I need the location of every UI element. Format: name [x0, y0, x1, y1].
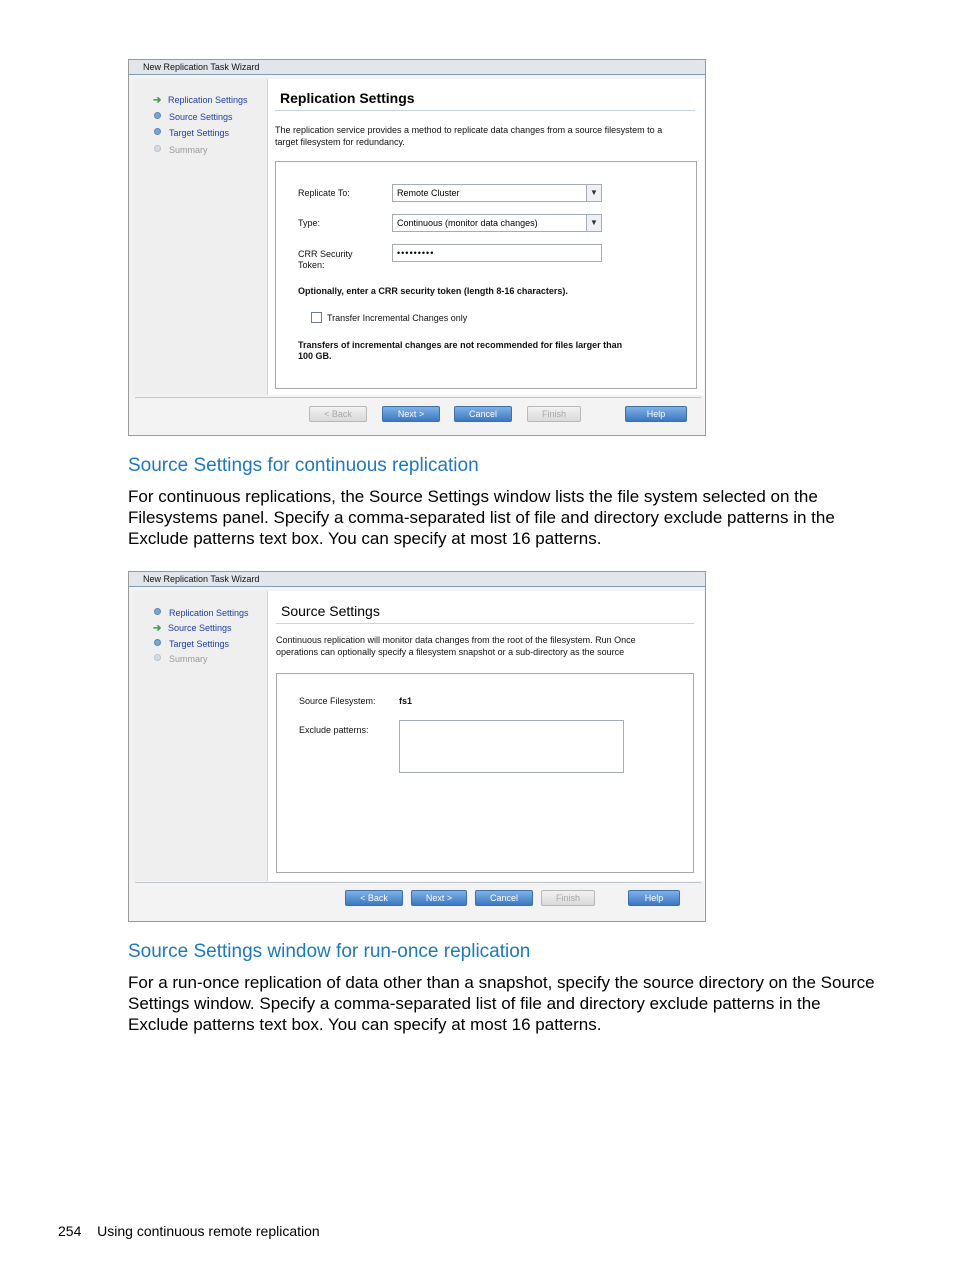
- nav-item-replication-settings[interactable]: ➔ Replication Settings: [153, 95, 248, 106]
- nav-item-target-settings[interactable]: Target Settings: [154, 128, 229, 139]
- window-title: New Replication Task Wizard: [129, 60, 705, 75]
- cancel-button[interactable]: Cancel: [454, 406, 512, 422]
- finish-button[interactable]: Finish: [527, 406, 581, 422]
- exclude-patterns-label: Exclude patterns:: [299, 725, 369, 735]
- exclude-patterns-textarea[interactable]: [399, 720, 624, 773]
- next-button[interactable]: Next >: [382, 406, 440, 422]
- type-select[interactable]: Continuous (monitor data changes) ▼: [392, 214, 602, 232]
- title-divider: [276, 623, 694, 624]
- nav-item-source-settings[interactable]: Source Settings: [154, 112, 233, 123]
- type-label: Type:: [298, 218, 321, 228]
- nav-item-summary: Summary: [154, 145, 208, 156]
- bullet-icon: [154, 112, 161, 119]
- source-filesystem-label: Source Filesystem:: [299, 696, 376, 706]
- bullet-icon: [154, 128, 161, 135]
- section-heading-run-once: Source Settings window for run-once replication: [128, 941, 531, 962]
- incremental-label: Transfer Incremental Changes only: [327, 313, 468, 323]
- chevron-down-icon[interactable]: ▼: [586, 185, 601, 201]
- bullet-icon: [154, 654, 161, 661]
- token-label: CRR Security Token:: [298, 249, 353, 270]
- bullet-icon: [154, 145, 161, 152]
- arrow-right-icon: ➔: [153, 95, 162, 106]
- window-title: New Replication Task Wizard: [129, 572, 705, 587]
- next-button[interactable]: Next >: [411, 890, 467, 906]
- bullet-icon: [154, 608, 161, 615]
- token-hint: Optionally, enter a CRR security token (length 8-16 characters).: [298, 286, 568, 296]
- help-button[interactable]: Help: [628, 890, 680, 906]
- cancel-button[interactable]: Cancel: [475, 890, 533, 906]
- button-bar-divider: [135, 882, 701, 883]
- button-bar-divider: [135, 397, 701, 398]
- source-form: [276, 673, 694, 873]
- nav-item-replication-settings[interactable]: Replication Settings: [154, 608, 249, 619]
- bullet-icon: [154, 639, 161, 646]
- finish-button[interactable]: Finish: [541, 890, 595, 906]
- back-button[interactable]: < Back: [309, 406, 367, 422]
- footer-chapter-title: Using continuous remote replication: [97, 1223, 320, 1239]
- source-filesystem-value: fs1: [399, 696, 413, 706]
- back-button[interactable]: < Back: [345, 890, 403, 906]
- nav-item-source-settings[interactable]: ➔ Source Settings: [153, 623, 232, 634]
- replicate-to-label: Replicate To:: [298, 188, 350, 198]
- wizard-nav: [133, 591, 268, 881]
- help-button[interactable]: Help: [625, 406, 687, 422]
- wizard-content: [268, 79, 704, 395]
- section-paragraph-continuous: For continuous replications, the Source Settings window lists the file system selected on the Filesystems panel. Specify a comma-separated list of file and directory exclude patterns in the Exclude patterns text box. You can specify at most 16 patterns.: [128, 487, 835, 548]
- nav-item-target-settings[interactable]: Target Settings: [154, 639, 229, 650]
- security-token-input[interactable]: •••••••••: [392, 244, 602, 262]
- settings-form: [275, 161, 697, 389]
- section-heading-continuous: Source Settings for continuous replication: [128, 455, 479, 476]
- page-number: 254: [58, 1223, 82, 1239]
- page-footer: [58, 1223, 320, 1239]
- wizard-nav: [133, 79, 268, 395]
- section-paragraph-run-once: For a run-once replication of data other than a snapshot, specify the source directory on the Source Settings window. Specify a comma-separated list of file and directory exclude patterns in the Exclude patterns text box. You can specify at most 16 patterns.: [128, 973, 875, 1034]
- chevron-down-icon[interactable]: ▼: [586, 215, 601, 231]
- incremental-checkbox[interactable]: [311, 312, 322, 323]
- incremental-warning: Transfers of incremental changes are not recommended for files larger than 100 GB.: [298, 340, 623, 361]
- panel-title: Source Settings: [281, 603, 380, 619]
- wizard-content: [268, 591, 704, 881]
- replicate-to-select[interactable]: Remote Cluster ▼: [392, 184, 602, 202]
- wizard-screenshot-source-settings: [128, 571, 706, 922]
- wizard-screenshot-replication-settings: [128, 59, 706, 436]
- panel-description: Continuous replication will monitor data changes from the root of the filesystem. Run Once operations can optionally specify a filesystem snapshot or a sub-directory as the source: [276, 635, 636, 657]
- nav-item-summary: Summary: [154, 654, 208, 665]
- panel-description: The replication service provides a method to replicate data changes from a source filesystem to a target filesystem for redundancy.: [275, 125, 663, 147]
- title-divider: [275, 110, 695, 111]
- panel-title: Replication Settings: [280, 90, 415, 106]
- arrow-right-icon: ➔: [153, 623, 162, 634]
